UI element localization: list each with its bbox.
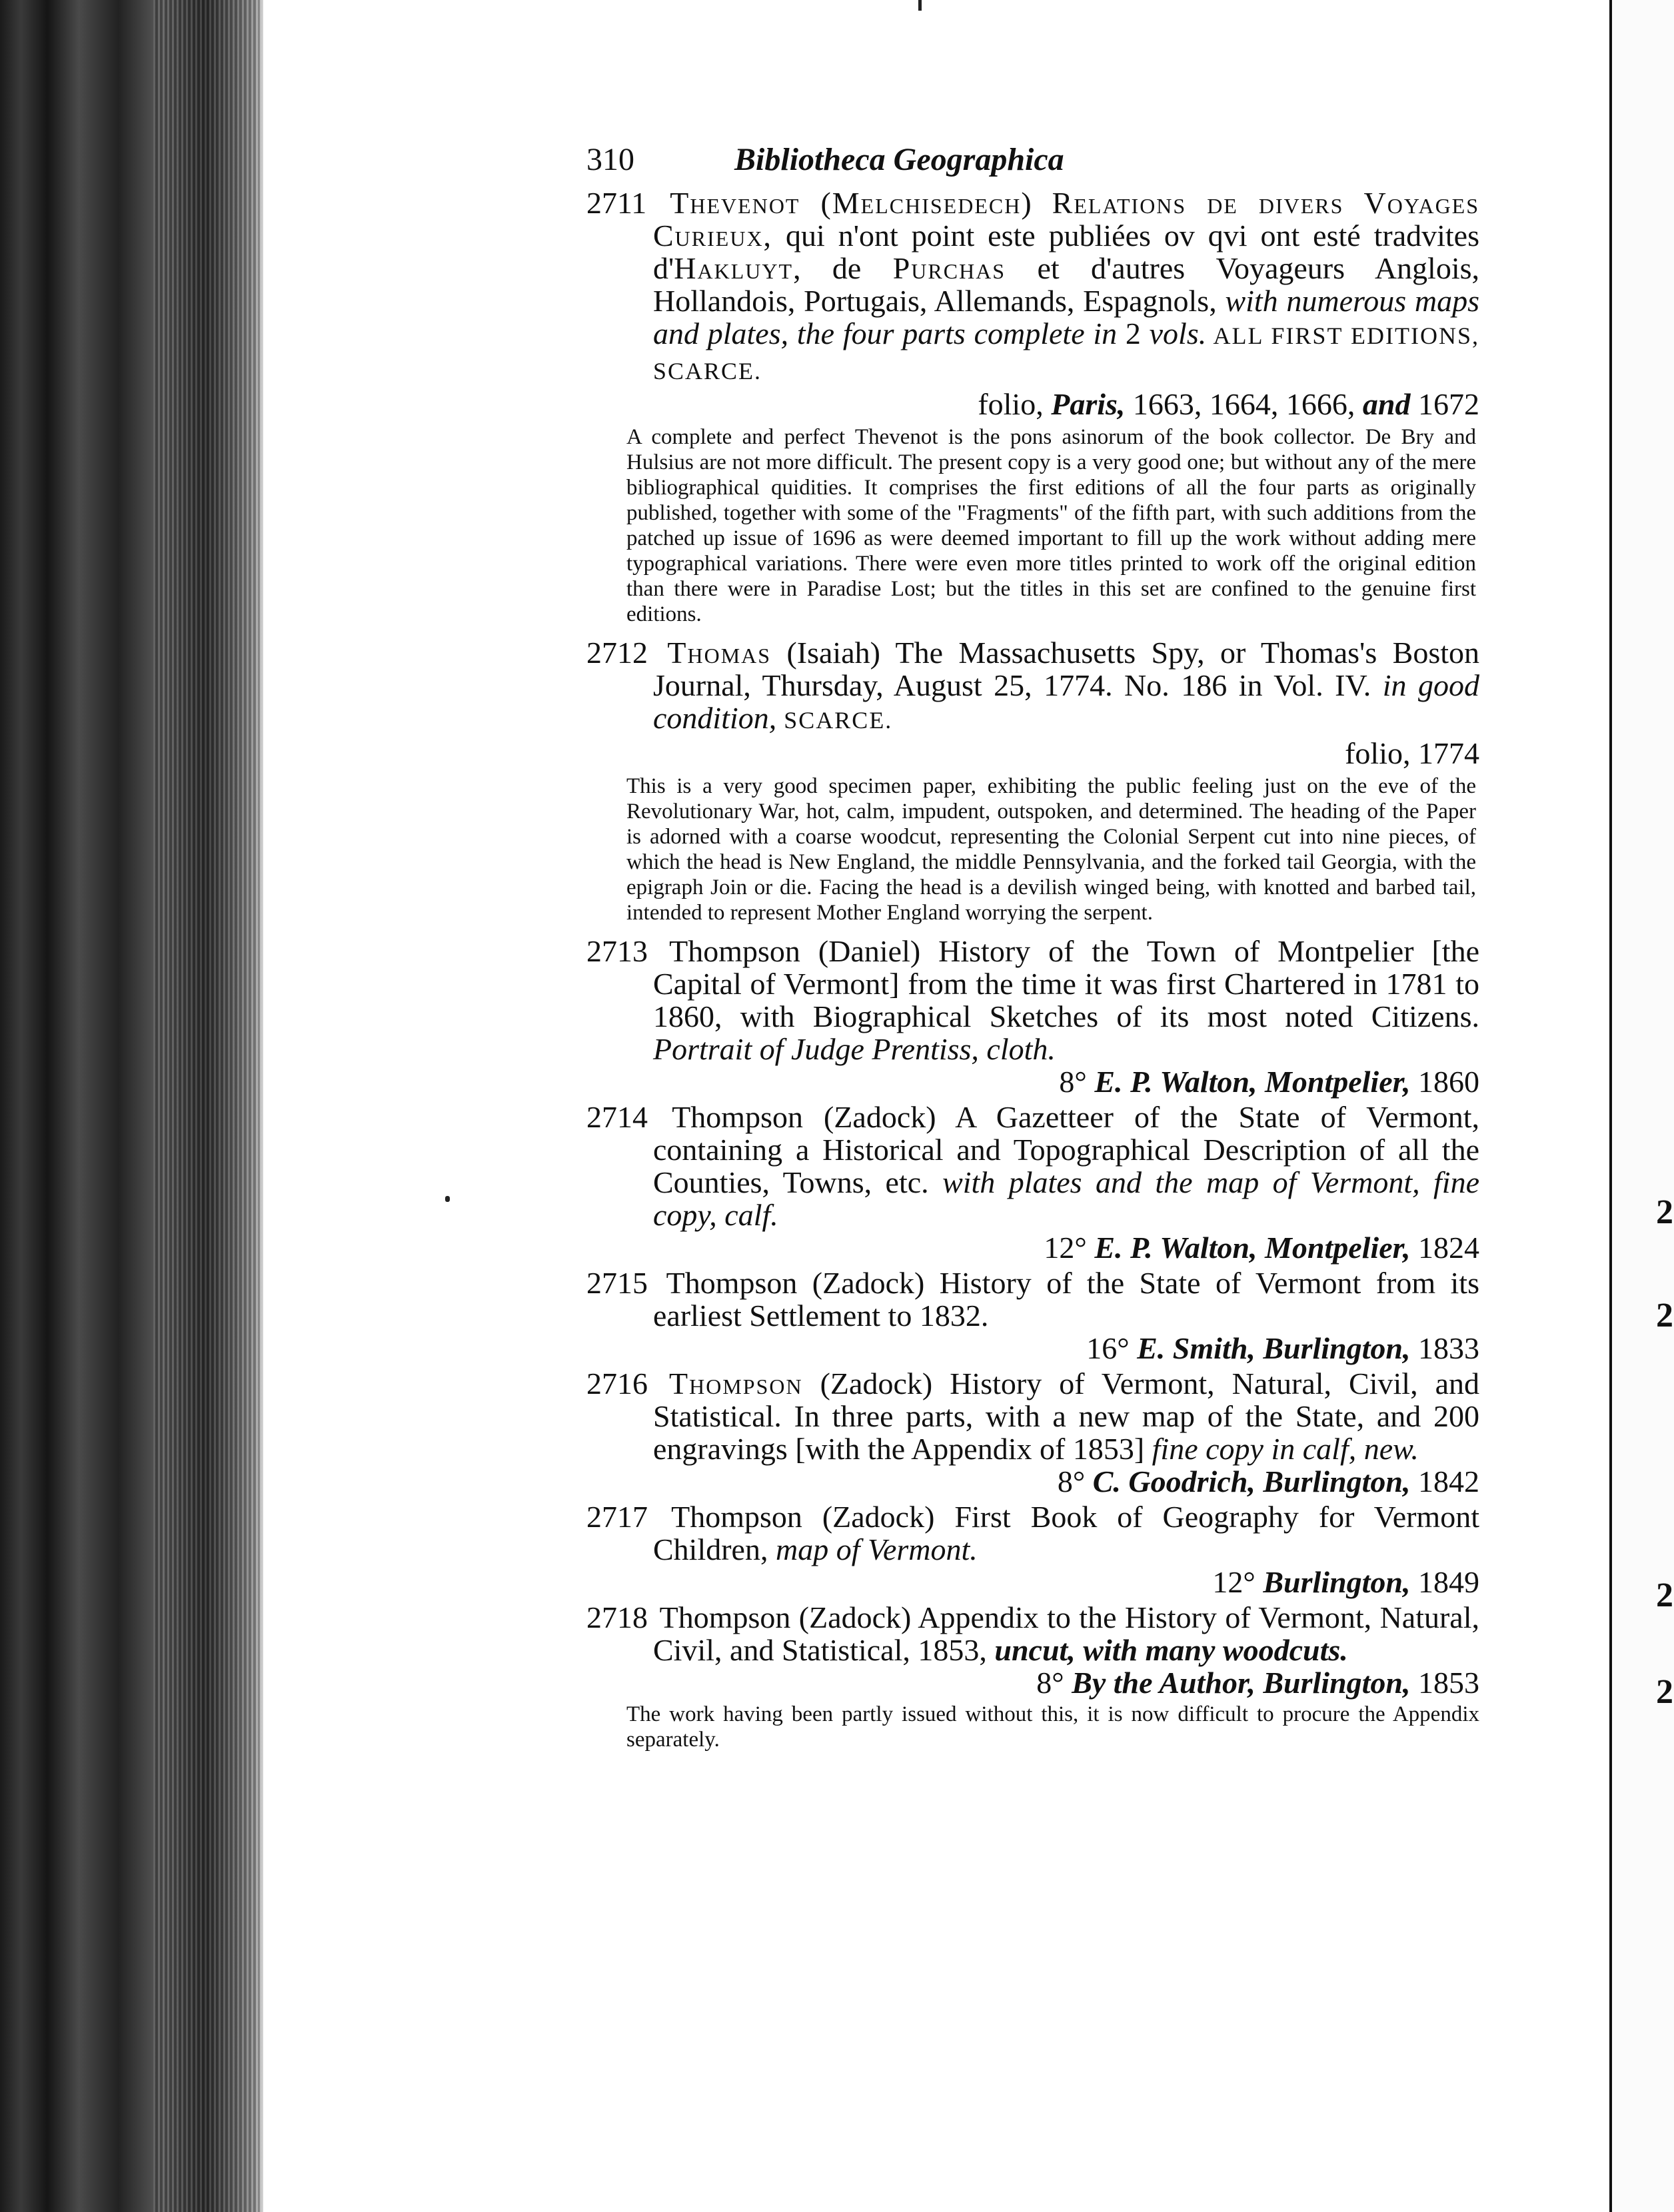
- entry-description: (Isaiah) The Massachusetts Spy, or Thomas's Boston Journal, Thursday, August 25, 1774. No. 186 in Vol. IV.: [653, 636, 1479, 702]
- entry-description: qui n'ont point este publiées ov qvi ont esté tradvites d': [653, 219, 1479, 285]
- entry-condition: map of Vermont.: [775, 1532, 978, 1566]
- imprint-year: 1833: [1418, 1331, 1479, 1365]
- entry-number: 2714: [586, 1100, 648, 1134]
- entry-description: Thompson (Daniel) History of the Town of Montpelier [the Capital of Vermont] from the time it was first Chartered in 1781 to 1860, with Biographical Sketches of its most noted Citizens.: [653, 934, 1479, 1033]
- entry-description: Thompson (Zadock) Appendix to the History of Vermont, Natural, Civil, and Statistical, 1853,: [653, 1600, 1479, 1667]
- entry-description: 2: [1117, 316, 1150, 350]
- imprint-format: 16°: [1086, 1331, 1130, 1365]
- entry-text: [586, 636, 1479, 737]
- entry-condition: vols.: [1149, 316, 1207, 350]
- entry-imprint: [586, 1231, 1479, 1264]
- entry-note: The work having been partly issued without this, it is now difficult to procure the Appendix separately.: [626, 1702, 1479, 1752]
- catalog-entry: [586, 935, 1479, 1098]
- entry-number: 2711: [586, 186, 647, 220]
- entry-imprint: [586, 1332, 1479, 1365]
- imprint-format: 12°: [1212, 1565, 1256, 1599]
- catalog-entry: [586, 1601, 1479, 1752]
- entry-text: [586, 1101, 1479, 1231]
- entry-text: [586, 1601, 1479, 1666]
- edge-fragment: 2: [1656, 1673, 1673, 1711]
- scan-mark: [918, 0, 922, 11]
- imprint-format: 8°: [1036, 1666, 1064, 1700]
- edge-fragment: 2: [1656, 1297, 1673, 1335]
- entry-author: Thomas: [667, 636, 772, 670]
- imprint-year: 1672: [1418, 387, 1479, 421]
- imprint-publisher: E. P. Walton, Montpelier,: [1094, 1065, 1411, 1099]
- entry-number: 2713: [586, 934, 648, 968]
- entry-condition: in good condition,: [653, 668, 1480, 735]
- entry-number: 2715: [586, 1266, 648, 1300]
- entry-imprint: [586, 1666, 1479, 1699]
- next-page-edge: [1609, 0, 1674, 2212]
- imprint-place: Paris,: [1051, 387, 1126, 421]
- entry-description: Thompson (Zadock) A Gazetteer of the State of Vermont, containing a Historical and Topographical Description of all the Counties, Towns, etc.: [653, 1100, 1479, 1199]
- catalog-entry: [586, 636, 1479, 925]
- catalog-entry: [586, 1101, 1479, 1264]
- ink-speck: [445, 1196, 450, 1202]
- entry-number: 2718: [586, 1600, 648, 1634]
- entry-description: , de: [793, 251, 893, 285]
- catalog-entry: [586, 1500, 1479, 1598]
- entry-text: [586, 1367, 1479, 1465]
- entry-description: (Zadock) History of Vermont, Natural, Civil, and Statistical. In three parts, with a new map of the State, and 200 engravings [with the Appendix of 1853]: [653, 1367, 1479, 1466]
- catalog-entry: [586, 187, 1479, 627]
- entry-text: [586, 1267, 1479, 1332]
- entry-condition: uncut, with many woodcuts.: [994, 1633, 1348, 1667]
- entry-condition: with plates and the map of Vermont, fine copy, calf.: [653, 1165, 1479, 1232]
- imprint-format: 8°: [1057, 1464, 1086, 1498]
- entry-note: This is a very good specimen paper, exhibiting the public feeling just on the eve of the Revolutionary War, hot, calm, impudent, outspoken, and determined. The heading of the Paper is adorned with a coarse woodcut, representing the Colonial Serpent cut into nine pieces, of which the head is New England, the middle Pennsylvania, and the forked tail Georgia, with the epigraph Join or die. Facing the head is a devilish winged being, with knotted and barbed tail, intended to represent Mother England worrying the serpent.: [626, 774, 1476, 925]
- entry-text: [586, 1500, 1479, 1566]
- imprint-format: 12°: [1044, 1231, 1087, 1265]
- entry-name: Purchas: [892, 251, 1006, 285]
- catalog-page: [586, 143, 1479, 1752]
- entry-name: Hakluyt: [674, 251, 794, 285]
- imprint-year: 1824: [1418, 1231, 1479, 1265]
- imprint-publisher: Burlington,: [1263, 1565, 1411, 1599]
- entry-note: A complete and perfect Thevenot is the pons asinorum of the book collector. De Bry and Hulsius are not more difficult. The present copy is a very good one; but without any of the mere bibliographical quidities. It comprises the first editions of all the four parts as originally published, together with some of the "Fragments" of the fifth part, with such additions from the patched up issue of 1696 as were deemed important to fill up the work without adding mere typographical variations. There were even more titles printed to work off the original edition than there were in Paradise Lost; but the titles in this set are confined to the genuine first editions.: [626, 425, 1476, 626]
- imprint-year: 1860: [1418, 1065, 1479, 1099]
- imprint-format: folio,: [978, 387, 1044, 421]
- imprint-publisher: E. Smith, Burlington,: [1137, 1331, 1411, 1365]
- entry-condition: with numerous maps and plates, the four parts complete in: [653, 284, 1479, 350]
- page-header: [586, 143, 1479, 176]
- page-number: 310: [586, 142, 634, 177]
- page-edges: [153, 0, 260, 2212]
- entry-condition: fine copy in calf, new.: [1152, 1432, 1419, 1466]
- imprint-years: 1663, 1664, 1666,: [1132, 387, 1355, 421]
- entry-imprint: [586, 1065, 1479, 1098]
- imprint-format: 8°: [1059, 1065, 1087, 1099]
- imprint-year: 1842: [1418, 1464, 1479, 1498]
- catalog-entry: [586, 1367, 1479, 1498]
- imprint-publisher: By the Author, Burlington,: [1072, 1666, 1411, 1700]
- entry-imprint: [586, 1465, 1479, 1498]
- imprint-year: 1849: [1418, 1565, 1479, 1599]
- entry-number: 2717: [586, 1500, 648, 1534]
- entry-author: Thompson: [669, 1367, 803, 1400]
- edge-fragment: 2: [1656, 1576, 1673, 1614]
- entry-title: Relations de divers Voyages Curieux,: [653, 186, 1480, 253]
- entry-number: 2712: [586, 636, 648, 670]
- edge-fragment: 2: [1656, 1193, 1673, 1231]
- entry-number: 2716: [586, 1367, 648, 1400]
- running-title: Bibliotheca Geographica: [734, 142, 1064, 177]
- entry-rarity: ALL FIRST EDITIONS, SCARCE.: [653, 322, 1480, 384]
- imprint-year: 1853: [1418, 1666, 1479, 1700]
- imprint-publisher: C. Goodrich, Burlington,: [1092, 1464, 1411, 1498]
- entry-text: [586, 935, 1479, 1065]
- entry-rarity: SCARCE.: [776, 707, 893, 734]
- entry-text: [586, 187, 1479, 388]
- entry-imprint: folio, 1774: [1345, 736, 1479, 770]
- entry-imprint: [586, 1566, 1479, 1598]
- entry-condition: Portrait of Judge Prentiss, cloth.: [653, 1032, 1056, 1066]
- entry-author: Thevenot (Melchisedech): [670, 186, 1033, 220]
- imprint-publisher: E. P. Walton, Montpelier,: [1094, 1231, 1411, 1265]
- entry-description: et d'autres Voyageurs Anglois, Hollandois, Portugais, Allemands, Espagnols,: [653, 251, 1480, 318]
- entry-description: Thompson (Zadock) First Book of Geography for Vermont Children,: [653, 1500, 1479, 1566]
- catalog-entry: [586, 1267, 1479, 1365]
- entry-imprint: [586, 388, 1479, 420]
- entry-description: Thompson (Zadock) History of the State of Vermont from its earliest Settlement to 1832.: [653, 1266, 1479, 1333]
- imprint-and: and: [1362, 387, 1411, 421]
